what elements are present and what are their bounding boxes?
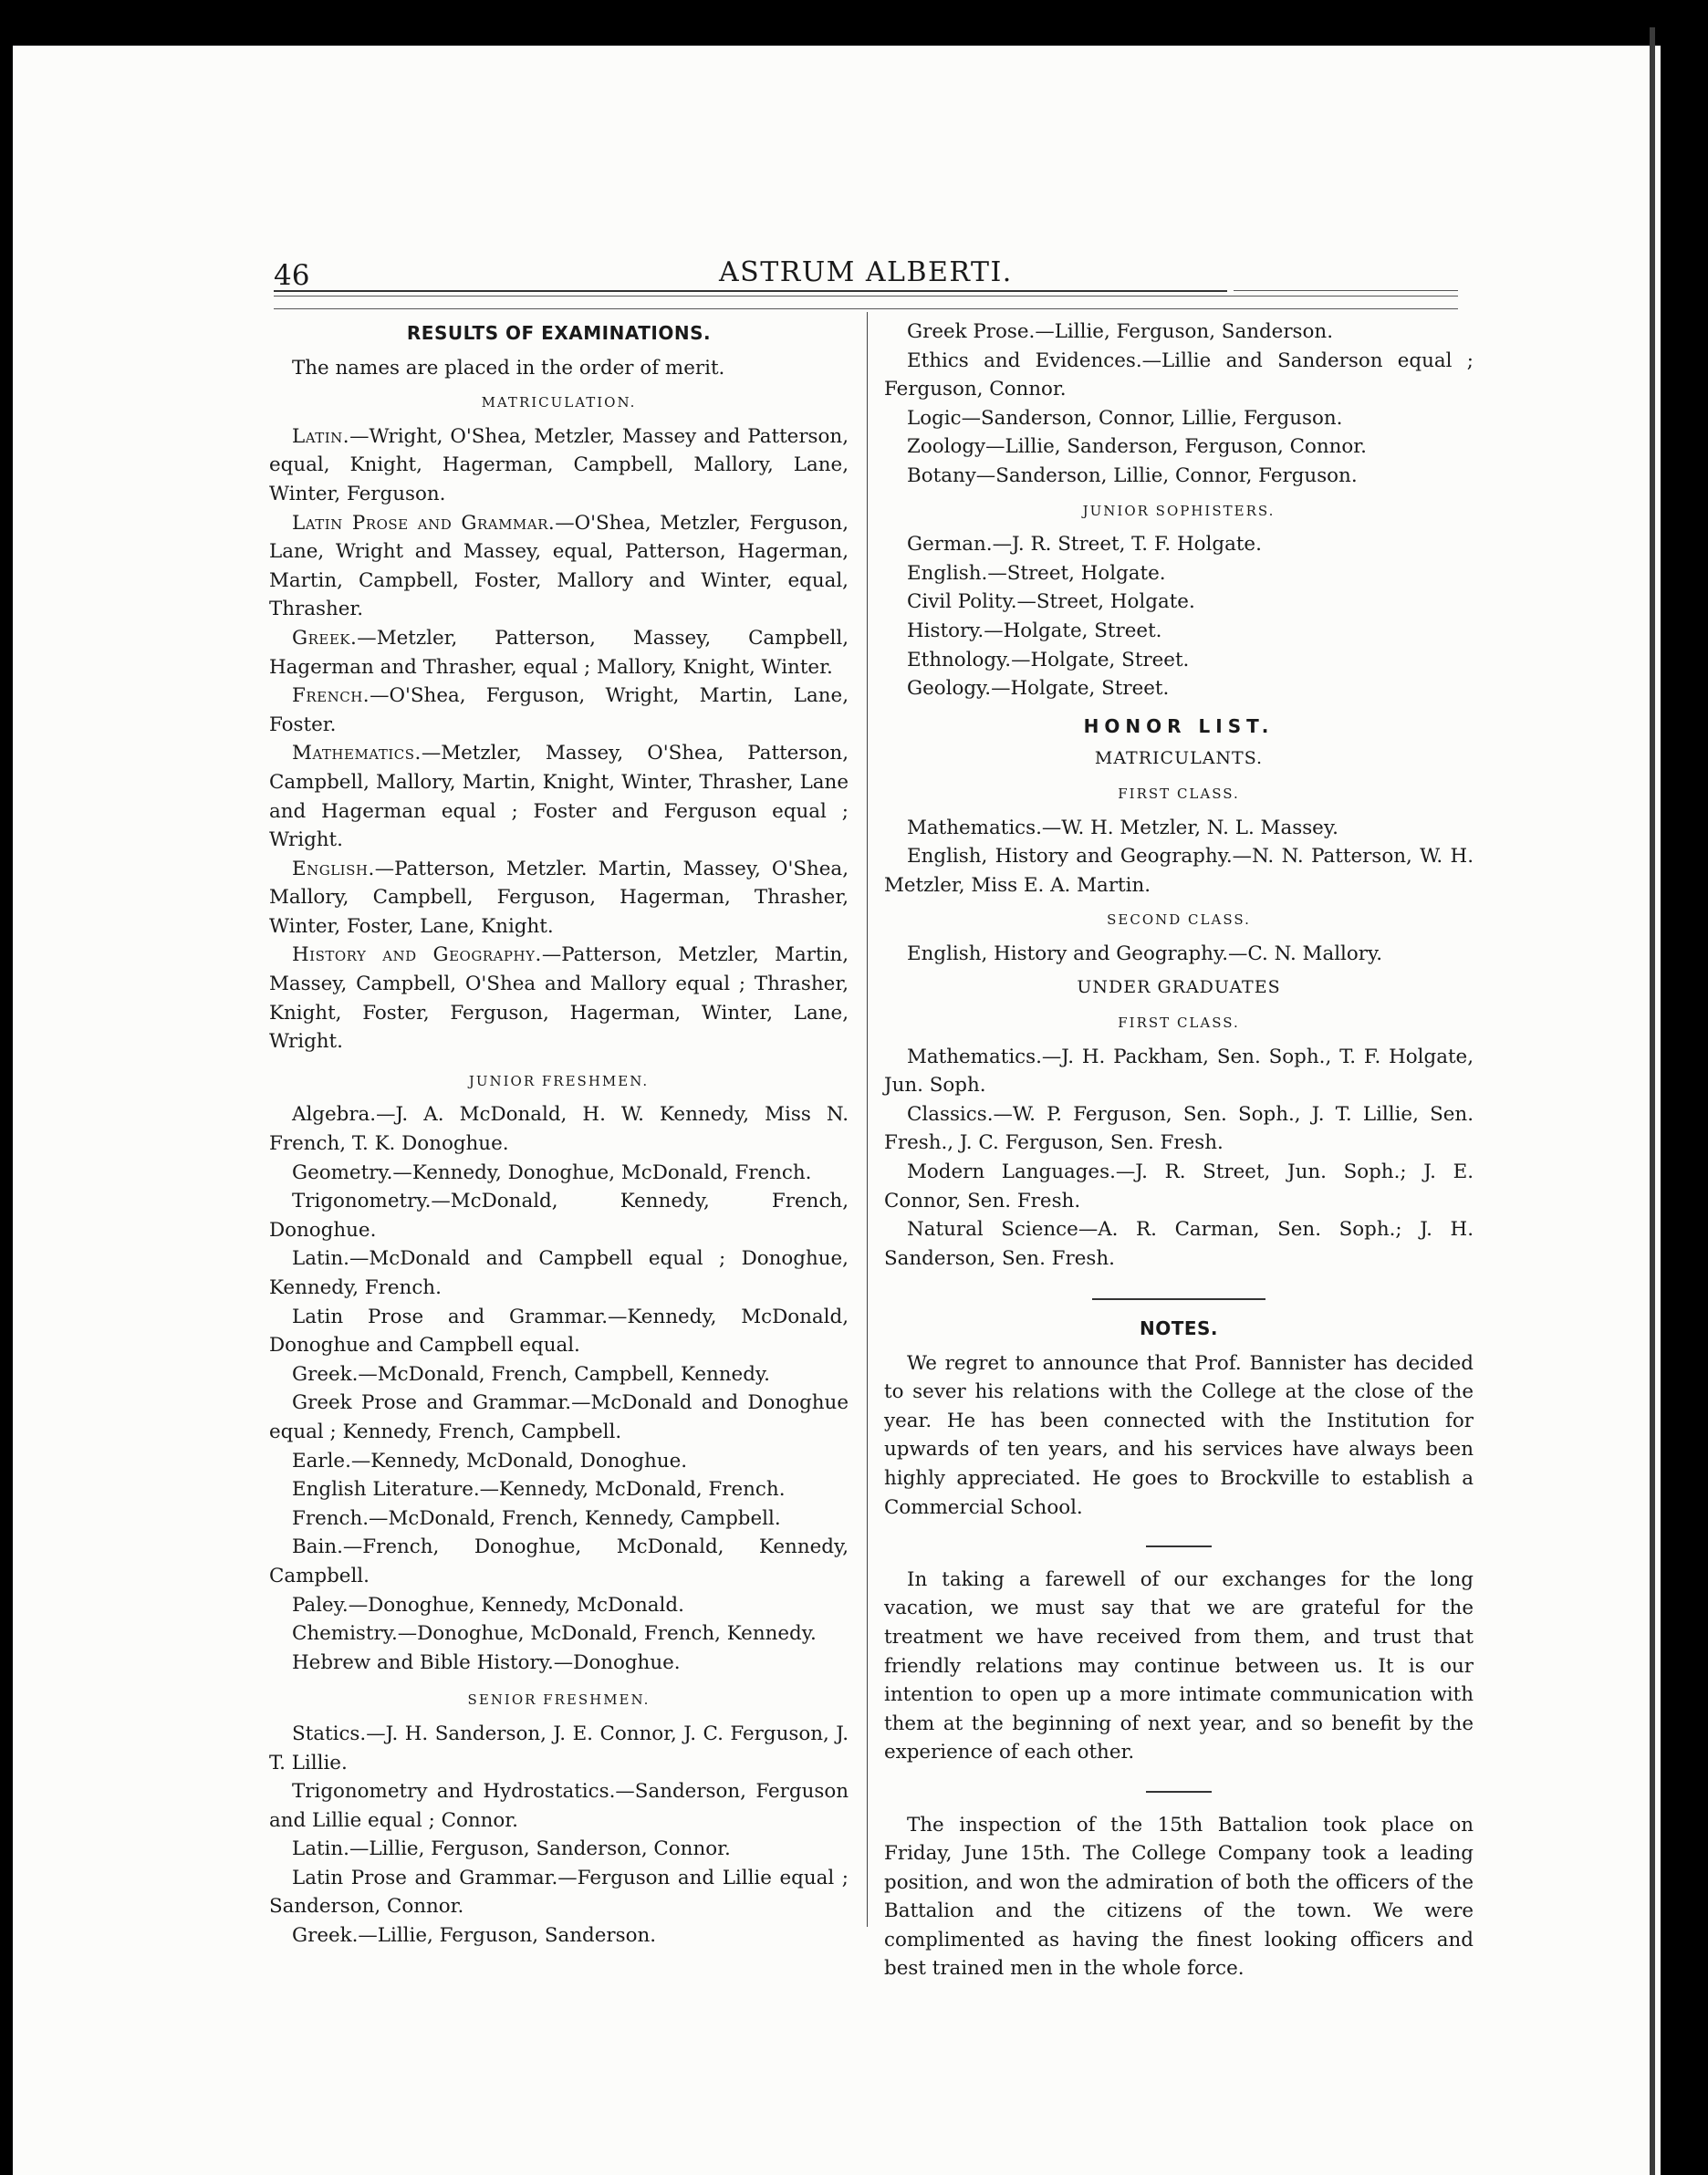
exam-entry: Trigonometry and Hydrostatics.—Sanderson, Ferguson and Lillie equal ; Connor. (269, 1780, 849, 1832)
honor-entry: Classics.—W. P. Ferguson, Sen. Soph., J. T. Lillie, Sen. Fresh., J. C. Ferguson, Sen. Fresh. (884, 1102, 1474, 1155)
honor-list-heading: HONOR LIST. (1083, 714, 1275, 737)
first-class-heading: FIRST CLASS. (1118, 785, 1240, 802)
exam-entry: Greek Prose and Grammar.—McDonald and Donoghue equal ; Kennedy, French, Campbell. (269, 1391, 849, 1443)
right-column (884, 317, 1474, 1983)
results-heading: RESULTS OF EXAMINATIONS. (406, 322, 712, 344)
results-intro: The names are placed in the order of merit. (292, 356, 725, 380)
header-rule-top (274, 290, 1227, 292)
notes-paragraph: In taking a farewell of our exchanges for the long vacation, we must say that we are grateful for the treatment we have received from them, and trust that friendly relations may continue between us. It is our intention to open up a more intimate communication with them at the beginning of next year, and so benefit by the experience of each other. (884, 1567, 1474, 1764)
exam-entry: Latin Prose and Grammar.—Ferguson and Lillie equal ; Sanderson, Connor. (269, 1866, 849, 1919)
exam-entry: Latin.—McDonald and Campbell equal ; Donoghue, Kennedy, French. (269, 1247, 849, 1299)
exam-entry: French.—O'Shea, Ferguson, Wright, Martin, Lane, Foster. (269, 684, 849, 736)
exam-entry: Logic—Sanderson, Connor, Lillie, Ferguson. (907, 406, 1343, 430)
honor-entry: English, History and Geography.—C. N. Mallory. (907, 942, 1383, 965)
exam-entry: Zoology—Lillie, Sanderson, Ferguson, Connor. (907, 435, 1367, 459)
exam-entry: Latin.—Lillie, Ferguson, Sanderson, Connor. (292, 1837, 731, 1861)
exam-entry: Paley.—Donoghue, Kennedy, McDonald. (292, 1593, 684, 1617)
matriculants-heading: MATRICULANTS. (1094, 748, 1264, 769)
page-spine-edge (1650, 27, 1655, 2175)
header-rule-base (274, 308, 1458, 309)
exam-entry: Hebrew and Bible History.—Donoghue. (292, 1650, 681, 1674)
undergraduates-heading: UNDER GRADUATES (1077, 977, 1281, 998)
exam-entry: Trigonometry.—McDonald, Kennedy, French, Donoghue. (269, 1190, 849, 1242)
exam-entry: Latin Prose and Grammar.—O'Shea, Metzler, Ferguson, Lane, Wright and Massey, equal, Patterson, Hagerman, Martin, Campbell, Foster, Mallory and Winter, equal, Thrasher. (269, 511, 849, 621)
exam-entry: Mathematics.—Metzler, Massey, O'Shea, Patterson, Campbell, Mallory, Martin, Knight, Winter, Thrasher, Lane and Hagerman equal ; Foster and Ferguson equal ; Wright. (269, 742, 849, 852)
junior-sophisters-heading: JUNIOR SOPHISTERS. (1082, 502, 1276, 519)
exam-entry: Latin Prose and Grammar.—Kennedy, McDonald, Donoghue and Campbell equal. (269, 1305, 849, 1358)
exam-entry: Greek.—Lillie, Ferguson, Sanderson. (292, 1924, 657, 1948)
exam-entry: Bain.—French, Donoghue, McDonald, Kennedy, Campbell. (269, 1535, 849, 1587)
notes-heading: NOTES. (1139, 1317, 1219, 1339)
exam-entry: Algebra.—J. A. McDonald, H. W. Kennedy, Miss N. French, T. K. Donoghue. (269, 1103, 849, 1156)
exam-entry: English.—Street, Holgate. (907, 561, 1166, 585)
exam-entry: Greek.—Metzler, Patterson, Massey, Campbell, Hagerman and Thrasher, equal ; Mallory, Knight, Winter. (269, 626, 849, 679)
exam-entry: French.—McDonald, French, Kennedy, Campbell. (292, 1506, 781, 1530)
exam-entry: Geology.—Holgate, Street. (907, 677, 1170, 701)
exam-entry: Civil Polity.—Street, Holgate. (907, 590, 1195, 614)
exam-entry: Botany—Sanderson, Lillie, Connor, Ferguson. (907, 463, 1358, 487)
honor-entry: Mathematics.—J. H. Packham, Sen. Soph., T. F. Holgate, Jun. Soph. (884, 1045, 1474, 1098)
exam-entry: Geometry.—Kennedy, Donoghue, McDonald, French. (292, 1160, 812, 1184)
exam-entry: History.—Holgate, Street. (907, 619, 1162, 642)
exam-entry: Greek Prose.—Lillie, Ferguson, Sanderson. (907, 320, 1333, 343)
notes-separator (884, 1527, 1474, 1556)
exam-entry: Statics.—J. H. Sanderson, J. E. Connor, J. C. Ferguson, J. T. Lillie. (269, 1722, 849, 1774)
exam-entry: Ethnology.—Holgate, Street. (907, 648, 1190, 671)
honor-entry: Mathematics.—W. H. Metzler, N. L. Massey. (907, 816, 1338, 839)
notes-paragraph: We regret to announce that Prof. Bannister has decided to sever his relations with the College at the close of the year. He has been connected with the Institution for upwards of ten years, and his services have always been highly appreciated. He goes to Brockville to establish a Commercial School. (884, 1351, 1474, 1519)
exam-entry: Chemistry.—Donoghue, McDonald, French, Kennedy. (292, 1622, 817, 1646)
matriculation-heading: MATRICULATION. (481, 394, 637, 411)
exam-entry: Latin.—Wright, O'Shea, Metzler, Massey and Patterson, equal, Knight, Hagerman, Campbell, Mallory, Lane, Winter, Ferguson. (269, 424, 849, 505)
second-class-heading: SECOND CLASS. (1107, 911, 1251, 929)
exam-entry: English.—Patterson, Metzler. Martin, Massey, O'Shea, Mallory, Campbell, Ferguson, Hagerman, Thrasher, Winter, Foster, Lane, Knight. (269, 857, 849, 938)
exam-entry: Ethics and Evidences.—Lillie and Sanderson equal ; Ferguson, Connor. (884, 349, 1474, 401)
section-divider (884, 1280, 1474, 1309)
exam-entry: Greek.—McDonald, French, Campbell, Kennedy. (292, 1362, 770, 1386)
page-number: 46 (274, 259, 310, 292)
honor-entry: Natural Science—A. R. Carman, Sen. Soph.; J. H. Sanderson, Sen. Fresh. (884, 1218, 1474, 1270)
exam-entry: English Literature.—Kennedy, McDonald, French. (292, 1478, 786, 1502)
exam-entry: German.—J. R. Street, T. F. Holgate. (907, 533, 1262, 557)
honor-entry: English, History and Geography.—N. N. Patterson, W. H. Metzler, Miss E. A. Martin. (884, 845, 1474, 897)
ug-first-class-heading: FIRST CLASS. (1118, 1015, 1240, 1032)
header-rule-bottom (274, 296, 1458, 297)
exam-entry: Earle.—Kennedy, McDonald, Donoghue. (292, 1449, 688, 1473)
exam-entry: History and Geography.—Patterson, Metzler, Martin, Massey, Campbell, O'Shea and Mallory equal ; Thrasher, Knight, Foster, Ferguson, Hagerman, Winter, Lane, Wright. (269, 943, 849, 1054)
column-divider (867, 312, 868, 1927)
honor-entry: Modern Languages.—J. R. Street, Jun. Soph.; J. E. Connor, Sen. Fresh. (884, 1160, 1474, 1212)
notes-paragraph: The inspection of the 15th Battalion took place on Friday, June 15th. The College Company took a leading position, and won the admiration of both the officers of the Battalion and the citizens of the town. We were complimented as having the finest looking officers and best trained men in the whole force. (884, 1813, 1474, 1981)
left-column (269, 317, 849, 1951)
senior-freshmen-heading: SENIOR FRESHMEN. (467, 1691, 651, 1709)
junior-freshmen-heading: JUNIOR FRESHMEN. (468, 1072, 650, 1089)
notes-separator (884, 1773, 1474, 1802)
header-rule-top-right (1234, 290, 1458, 291)
running-title: ASTRUM ALBERTI. (719, 256, 1013, 288)
